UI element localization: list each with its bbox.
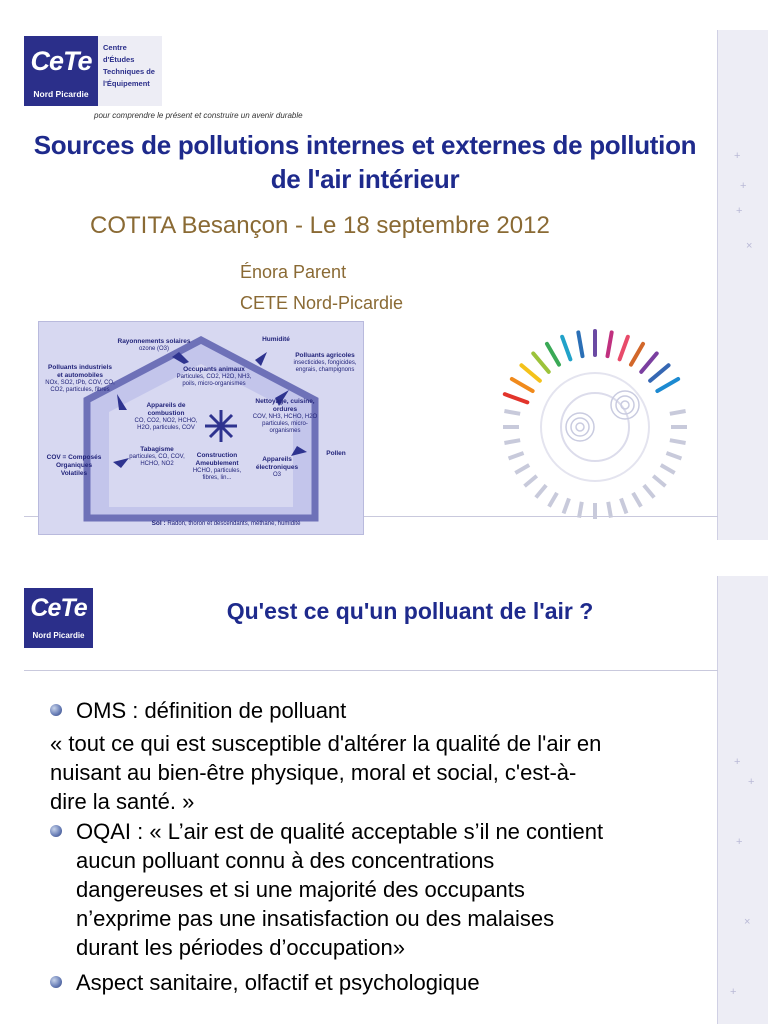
rosace-dash xyxy=(633,493,641,507)
quote-text xyxy=(50,729,720,816)
slide-body xyxy=(50,696,720,997)
rosace-dash xyxy=(670,411,686,414)
quote-line: dire la santé. » xyxy=(50,789,195,814)
rosace-ray xyxy=(505,394,528,402)
rosace-dash xyxy=(549,493,557,507)
logo-org-line: l'Équipement xyxy=(103,79,150,88)
divider xyxy=(24,670,718,671)
slide-title xyxy=(10,128,720,196)
bullet-icon xyxy=(50,976,62,988)
tagline: pour comprendre le présent et construire un avenir durable xyxy=(94,111,303,120)
plus-mark: + xyxy=(748,776,755,788)
diagram-label-appareils-combustion: Appareils de combustion CO, CO2, NO2, HCHO, H2O, particules, COV xyxy=(134,402,198,431)
rosace-ray xyxy=(620,337,628,360)
diagram-label-polluants-agricoles: Polluants agricoles insecticides, fongicides, engrais, champignons xyxy=(293,352,357,373)
rosace-ray xyxy=(512,379,533,391)
rosace-ray xyxy=(521,365,539,380)
rosace-dash xyxy=(670,440,686,443)
bullet-item xyxy=(50,696,720,725)
logo-name: CeTe xyxy=(30,594,87,622)
author-org: CETE Nord-Picardie xyxy=(240,293,404,313)
bullet-icon xyxy=(50,825,62,837)
plus-mark: + xyxy=(734,756,741,768)
event-line: COTITA Besançon - Le 18 septembre 2012 xyxy=(90,212,550,239)
bullet-item xyxy=(50,968,720,997)
rosace-dash xyxy=(621,498,626,513)
logo-org-line: d'Études xyxy=(103,55,135,64)
side-band xyxy=(717,576,768,1024)
rosace-dash xyxy=(536,485,546,497)
diagram-label-humidite: Humidité xyxy=(262,336,290,343)
title-line: Sources de pollutions internes et externes de pollution xyxy=(33,130,697,160)
diagram-label-nettoyage: Nettoyage, cuisine, ordures COV, NH3, HCHO, H2O particules, micro-organismes xyxy=(252,398,318,434)
rosace-ray xyxy=(631,344,643,365)
diagram-label-polluants-industriels: Polluants industriels et automobiles NOx, SO2, tPb, COV, CO, CO2, particules, fibres xyxy=(45,364,115,393)
side-band xyxy=(717,30,768,540)
logo-org-text xyxy=(103,42,155,90)
rosace-dash xyxy=(504,411,520,414)
plus-mark: + xyxy=(736,205,743,217)
plus-mark: × xyxy=(744,916,751,928)
quote-line: nuisant au bien-être physique, moral et social, c'est-à- xyxy=(50,760,577,785)
plus-mark: + xyxy=(736,836,743,848)
quote-line: « tout ce qui est susceptible d'altérer la qualité de l'air en xyxy=(50,731,602,756)
diagram-label-tabagisme: Tabagisme particules, CO, COV, HCHO, NO2 xyxy=(129,446,185,467)
rosace-ray xyxy=(650,365,668,380)
bullet-text-line: aucun polluant connu à des concentrations xyxy=(76,848,495,873)
rosace-ray xyxy=(547,344,559,365)
rosace-dash xyxy=(509,453,524,458)
diagram-label-rayonnements: Rayonnements solaires ozone (O3) xyxy=(117,338,191,352)
rosace-ray xyxy=(562,337,570,360)
rosace-swirl xyxy=(576,423,584,431)
diagram-label-occupants: Occupants animaux Particules, CO2, H2O, NH3, poils, micro-organismes xyxy=(176,366,252,387)
rosace-dash xyxy=(653,476,665,486)
rosace-swirl xyxy=(571,418,589,436)
bullet-text-line: durant les périodes d’occupation» xyxy=(76,935,406,960)
bullet-text-line: OQAI : « L’air est de qualité acceptable s’il ne contient xyxy=(76,819,604,844)
slide-2 xyxy=(0,560,768,1024)
cete-logo xyxy=(24,588,93,648)
author-name: Énora Parent xyxy=(240,262,347,282)
rosace-ray xyxy=(608,332,612,356)
bullet-text: Aspect sanitaire, olfactif et psychologique xyxy=(76,970,480,995)
diagram-label-cov: COV = Composés Organiques Volatiles xyxy=(46,454,102,477)
rosace-swirl xyxy=(566,413,594,441)
rosace-dash xyxy=(661,465,675,473)
bullet-text-line: dangereuses et si une majorité des occupants xyxy=(76,877,525,902)
logo-region: Nord Picardie xyxy=(32,631,85,640)
plus-mark: + xyxy=(730,986,737,998)
diagram-label-construction: Construction Ameublement HCHO, particules, fibres, lin... xyxy=(192,452,242,481)
rosace-dash xyxy=(515,465,529,473)
plus-mark: + xyxy=(740,180,747,192)
bullet-text-line: n’exprime pas une insatisfaction ou des malaises xyxy=(76,906,555,931)
rosace-dash xyxy=(644,485,654,497)
rosace-ray xyxy=(657,379,678,391)
plus-mark: + xyxy=(734,150,741,162)
slide-title: Qu'est ce qu'un polluant de l'air ? xyxy=(226,598,594,624)
rosace-ray xyxy=(533,353,548,371)
bullet-text: OMS : définition de polluant xyxy=(76,698,347,723)
rosace-ring xyxy=(541,373,649,481)
logo-org-line: Techniques de xyxy=(103,67,155,76)
rosace-dash xyxy=(666,453,681,458)
logo-name: CeTe xyxy=(30,46,92,76)
rosace-swirl xyxy=(611,391,639,419)
pollution-sources-diagram xyxy=(38,321,364,535)
rosace-ray xyxy=(578,332,582,356)
rosace-dash xyxy=(525,476,537,486)
logo-mark xyxy=(24,36,98,106)
rosace-dash xyxy=(608,502,611,518)
rosace-dash xyxy=(504,440,520,443)
bullet-icon xyxy=(50,704,62,716)
diagram-label-sol: Sol : Radon, thoron et descendants, méthane, humidité xyxy=(151,520,301,527)
plus-mark: × xyxy=(746,240,753,252)
rosace-emblem xyxy=(480,305,710,525)
rosace-dash xyxy=(579,502,582,518)
cete-logo xyxy=(24,36,162,106)
rosace-dash xyxy=(564,498,569,513)
bullet-item xyxy=(50,817,720,962)
diagram-label-pollen: Pollen xyxy=(326,450,346,457)
logo-org-line: Centre xyxy=(103,43,127,52)
diagram-label-electroniques: Appareils électroniques O3 xyxy=(255,456,299,478)
rosace-ray xyxy=(641,353,656,371)
logo-region: Nord Picardie xyxy=(33,89,89,99)
title-line: de l'air intérieur xyxy=(270,164,460,194)
